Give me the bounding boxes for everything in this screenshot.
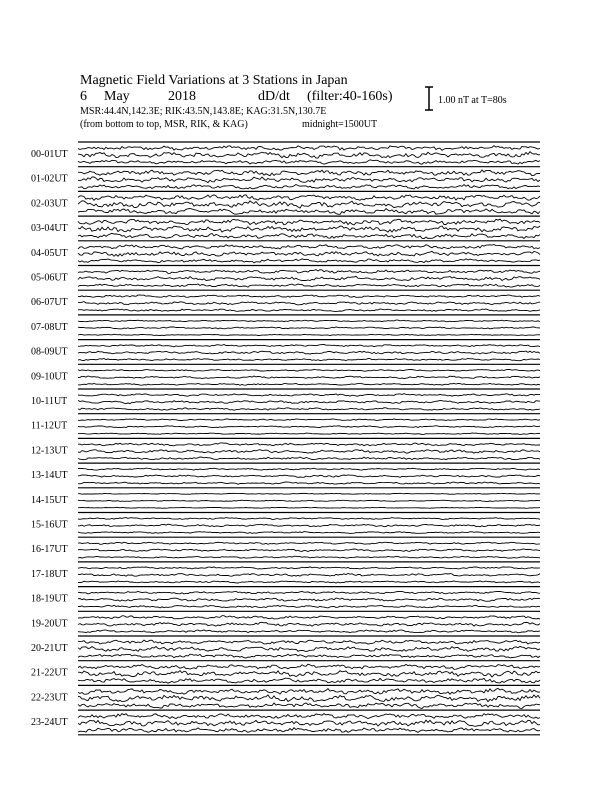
- trace-MSR: [78, 556, 540, 558]
- trace-RIK: [78, 695, 540, 702]
- row-label: 19-20UT: [31, 618, 68, 630]
- row-09-10UT: [31, 364, 540, 385]
- trace-RIK: [78, 201, 540, 208]
- filter-label: (filter:40-160s): [307, 89, 393, 104]
- trace-KAG: [78, 688, 540, 694]
- trace-MSR: [78, 185, 540, 189]
- trace-KAG: [78, 714, 540, 719]
- trace-RIK: [78, 152, 540, 158]
- trace-KAG: [78, 170, 540, 176]
- trace-RIK: [78, 450, 540, 454]
- trace-RIK: [78, 376, 540, 379]
- row-12-13UT: [31, 438, 540, 459]
- row-02-03UT: [31, 191, 540, 214]
- trace-MSR: [78, 703, 540, 709]
- trace-rows: [31, 142, 540, 735]
- trace-KAG: [78, 591, 540, 594]
- row-06-07UT: [31, 290, 540, 311]
- trace-KAG: [78, 369, 540, 371]
- row-00-01UT: [31, 142, 540, 164]
- trace-KAG: [78, 146, 540, 151]
- trace-KAG: [78, 542, 540, 544]
- trace-MSR: [78, 209, 540, 215]
- row-22-23UT: [31, 685, 540, 708]
- trace-KAG: [78, 468, 540, 470]
- midnight-note: midnight=1500UT: [302, 119, 378, 130]
- trace-KAG: [78, 320, 540, 322]
- row-label: 12-13UT: [31, 445, 68, 457]
- trace-RIK: [78, 475, 540, 478]
- trace-RIK: [78, 500, 540, 501]
- row-label: 21-22UT: [31, 667, 68, 679]
- row-label: 20-21UT: [31, 643, 68, 654]
- trace-MSR: [78, 284, 540, 287]
- row-14-15UT: [31, 488, 540, 509]
- trace-RIK: [78, 177, 540, 183]
- trace-RIK: [78, 646, 540, 651]
- trace-MSR: [78, 630, 540, 633]
- row-05-06UT: [31, 266, 540, 288]
- row-label: 04-05UT: [31, 247, 68, 259]
- scale-bar: [425, 87, 507, 110]
- order-note: (from bottom to top, MSR, RIK, & KAG): [80, 119, 248, 130]
- row-21-22UT: [31, 661, 540, 684]
- trace-MSR: [78, 605, 540, 608]
- stations-line: MSR:44.4N,142.3E; RIK:43.5N,143.8E; KAG:31.5N,130.7E: [80, 106, 327, 117]
- trace-KAG: [78, 443, 540, 446]
- trace-MSR: [78, 309, 540, 312]
- row-label: 11-12UT: [31, 420, 68, 432]
- row-label: 15-16UT: [31, 519, 68, 531]
- trace-MSR: [78, 581, 540, 583]
- trace-RIK: [78, 226, 540, 232]
- trace-RIK: [78, 598, 540, 601]
- row-15-16UT: [31, 513, 540, 534]
- trace-KAG: [78, 518, 540, 520]
- trace-MSR: [78, 654, 540, 658]
- trace-RIK: [78, 351, 540, 354]
- row-label: 00-01UT: [31, 149, 68, 160]
- row-07-08UT: [31, 315, 540, 336]
- chart-title: Magnetic Field Variations at 3 Stations in Japan: [80, 73, 348, 88]
- row-03-04UT: [31, 216, 540, 239]
- row-label: 22-23UT: [31, 692, 68, 704]
- trace-MSR: [78, 233, 540, 238]
- trace-MSR: [78, 384, 540, 386]
- trace-MSR: [78, 728, 540, 733]
- trace-MSR: [78, 359, 540, 361]
- trace-MSR: [78, 334, 540, 335]
- trace-MSR: [78, 259, 540, 263]
- trace-KAG: [78, 344, 540, 346]
- row-13-14UT: [31, 463, 540, 484]
- quantity-label: dD/dt: [258, 89, 290, 104]
- row-18-19UT: [31, 587, 540, 608]
- row-label: 05-06UT: [31, 272, 68, 284]
- date-month: May: [104, 89, 130, 104]
- row-label: 08-09UT: [31, 346, 68, 358]
- row-23-24UT: [31, 710, 540, 732]
- row-label: 09-10UT: [31, 371, 68, 383]
- row-label: 01-02UT: [31, 173, 68, 185]
- trace-KAG: [78, 195, 540, 200]
- row-label: 18-19UT: [31, 593, 68, 605]
- scale-bar-label: 1.00 nT at T=80s: [438, 95, 507, 106]
- trace-RIK: [78, 426, 540, 428]
- row-04-05UT: [31, 241, 540, 263]
- trace-KAG: [78, 394, 540, 397]
- trace-MSR: [78, 678, 540, 683]
- row-10-11UT: [31, 389, 540, 410]
- trace-RIK: [78, 622, 540, 626]
- trace-RIK: [78, 251, 540, 256]
- trace-KAG: [78, 567, 540, 569]
- trace-KAG: [78, 270, 540, 274]
- trace-KAG: [78, 219, 540, 225]
- trace-MSR: [78, 408, 540, 411]
- trace-KAG: [78, 493, 540, 494]
- row-label: 13-14UT: [31, 470, 68, 482]
- date-year: 2018: [168, 89, 196, 104]
- row-20-21UT: [31, 636, 540, 658]
- trace-RIK: [78, 549, 540, 552]
- row-label: 23-24UT: [31, 717, 68, 729]
- trace-MSR: [78, 532, 540, 534]
- trace-MSR: [78, 507, 540, 508]
- trace-KAG: [78, 419, 540, 421]
- trace-KAG: [78, 664, 540, 669]
- row-label: 02-03UT: [31, 198, 68, 210]
- date-day: 6: [80, 89, 87, 104]
- trace-KAG: [78, 295, 540, 297]
- trace-RIK: [78, 276, 540, 280]
- row-label: 03-04UT: [31, 223, 68, 235]
- trace-RIK: [78, 400, 540, 403]
- row-label: 17-18UT: [31, 568, 68, 580]
- trace-RIK: [78, 573, 540, 576]
- row-label: 07-08UT: [31, 321, 68, 333]
- row-label: 10-11UT: [31, 396, 68, 407]
- row-08-09UT: [31, 340, 540, 361]
- trace-KAG: [78, 640, 540, 644]
- row-label: 06-07UT: [31, 297, 68, 309]
- trace-RIK: [78, 671, 540, 677]
- trace-MSR: [78, 433, 540, 434]
- trace-RIK: [78, 524, 540, 527]
- trace-MSR: [78, 482, 540, 484]
- row-16-17UT: [31, 537, 540, 558]
- row-label: 14-15UT: [31, 494, 68, 506]
- trace-MSR: [78, 160, 540, 164]
- trace-KAG: [78, 245, 540, 249]
- row-17-18UT: [31, 562, 540, 583]
- row-11-12UT: [31, 414, 540, 435]
- row-01-02UT: [31, 167, 540, 189]
- row-19-20UT: [31, 611, 540, 633]
- row-label: 16-17UT: [31, 544, 68, 556]
- trace-MSR: [78, 457, 540, 460]
- trace-RIK: [78, 327, 540, 329]
- trace-KAG: [78, 616, 540, 619]
- trace-RIK: [78, 720, 540, 726]
- trace-RIK: [78, 302, 540, 305]
